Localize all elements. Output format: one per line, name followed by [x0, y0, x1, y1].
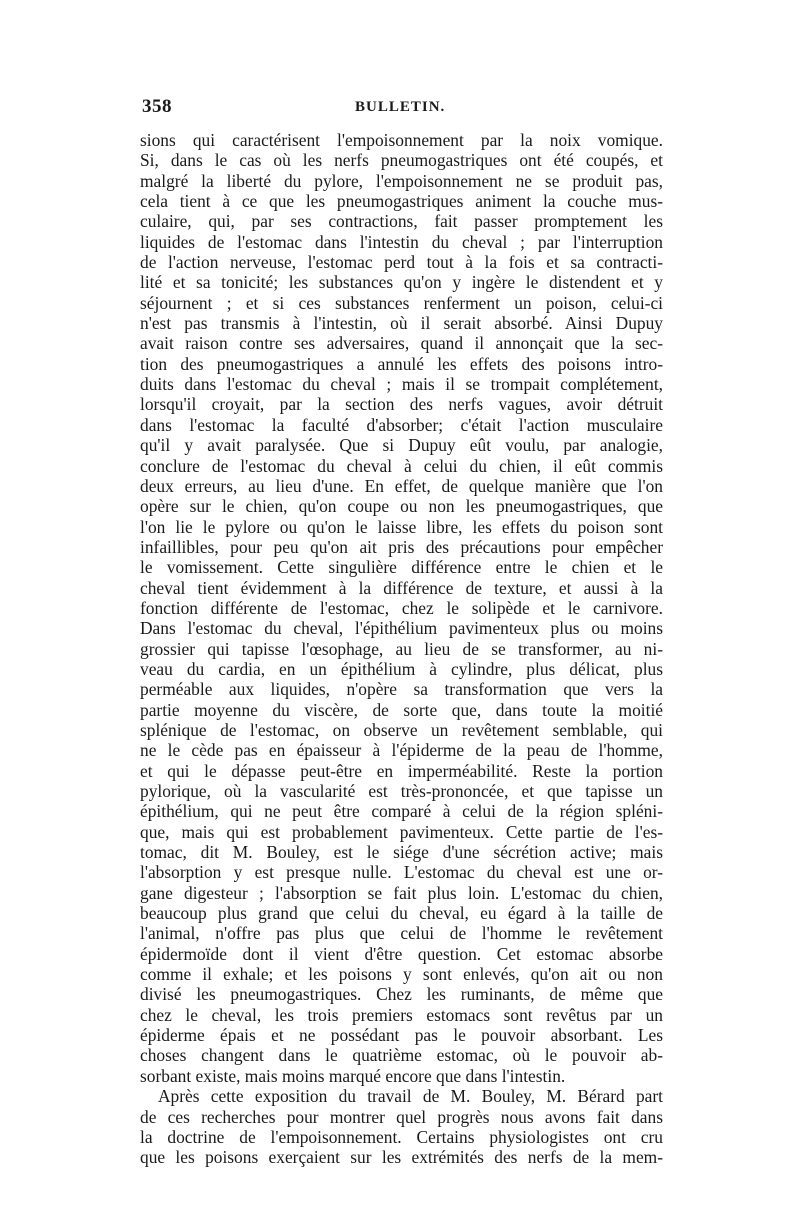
text-line: deux erreurs, au lieu d'une. En effet, de quelque manière que l'on — [140, 475, 663, 496]
text-line: cela tient à ce que les pneumogastriques animent la couche mus- — [140, 191, 663, 212]
text-line: sorbant existe, mais moins marqué encore que dans l'intestin. — [140, 1065, 566, 1086]
text-line: Dans l'estomac du cheval, l'épithélium pavimenteux plus ou moins — [140, 618, 663, 639]
text-line: Après cette exposition du travail de M. Bouley, M. Bérard part — [158, 1086, 663, 1107]
text-line: Si, dans le cas où les nerfs pneumogastriques ont été coupés, et — [140, 150, 663, 171]
text-line: tion des pneumogastriques a annulé les effets des poisons intro- — [140, 353, 663, 374]
text-line: choses changent dans le quatrième estomac, où le pouvoir ab- — [140, 1045, 663, 1066]
text-line: infaillibles, pour peu qu'on ait pris des précautions pour empêcher — [140, 536, 663, 557]
text-line: le vomissement. Cette singulière différence entre le chien et le — [140, 557, 663, 578]
text-line: de ces recherches pour montrer quel progrès nous avons fait dans — [140, 1106, 663, 1127]
text-line: qu'il y avait paralysée. Que si Dupuy eût voulu, par analogie, — [140, 435, 663, 456]
text-line: tomac, dit M. Bouley, est le siége d'une sécrétion active; mais — [140, 842, 663, 863]
text-line: que les poisons exerçaient sur les extrémités des nerfs de la mem- — [140, 1147, 663, 1168]
text-line: sions qui caractérisent l'empoisonnement par la noix vomique. — [140, 130, 663, 150]
text-line: la doctrine de l'empoisonnement. Certains physiologistes ont cru — [140, 1126, 663, 1147]
text-line: duits dans l'estomac du cheval ; mais il se trompait complétement, — [140, 374, 663, 395]
text-line: cheval tient évidemment à la différence de texture, et aussi à la — [140, 577, 663, 598]
text-line: fonction différente de l'estomac, chez le solipède et le carnivore. — [140, 597, 663, 618]
text-line: lité et sa tonicité; les substances qu'on y ingère le distendent et y — [140, 272, 663, 293]
text-line: pylorique, où la vascularité est très-prononcée, et que tapisse un — [140, 781, 663, 801]
text-line: divisé les pneumogastriques. Chez les ruminants, de même que — [140, 984, 663, 1005]
text-line: liquides de l'estomac dans l'intestin du cheval ; par l'interruption — [140, 231, 663, 252]
text-line: l'animal, n'offre pas plus que celui de l'homme le revêtement — [140, 923, 663, 944]
text-line: séjournent ; et si ces substances renferment un poison, celui-ci — [140, 292, 663, 313]
text-line: gane digesteur ; l'absorption se fait plus loin. L'estomac du chien, — [140, 882, 663, 903]
text-line: l'on lie le pylore ou qu'on le laisse libre, les effets du poison sont — [140, 516, 663, 537]
text-line: de l'action nerveuse, l'estomac perd tout à la fois et sa contracti- — [140, 252, 663, 273]
page-header — [142, 96, 662, 120]
text-line: chez le cheval, les trois premiers estomacs sont revêtus par un — [140, 1004, 663, 1025]
body-text — [140, 130, 663, 1168]
text-line: beaucoup plus grand que celui du cheval, eu égard à la taille de — [140, 903, 663, 924]
text-line: lorsqu'il croyait, par la section des nerfs vagues, avoir détruit — [140, 394, 663, 415]
text-line: veau du cardia, en un épithélium à cylindre, plus délicat, plus — [140, 658, 663, 679]
text-line: culaire, qui, par ses contractions, fait passer promptement les — [140, 211, 663, 232]
text-line: et qui le dépasse peut-être en imperméabilité. Reste la portion — [140, 760, 663, 781]
text-line: l'absorption y est presque nulle. L'estomac du cheval est une or- — [140, 862, 663, 883]
text-line: dans l'estomac la faculté d'absorber; c'était l'action musculaire — [140, 414, 663, 435]
text-line: n'est pas transmis à l'intestin, où il serait absorbé. Ainsi Dupuy — [140, 313, 663, 334]
text-line: épithélium, qui ne peut être comparé à celui de la région spléni- — [140, 801, 663, 822]
text-line: ne le cède pas en épaisseur à l'épiderme de la peau de l'homme, — [140, 740, 663, 761]
text-line: grossier qui tapisse l'œsophage, au lieu de se transformer, au ni- — [140, 638, 663, 659]
text-line: splénique de l'estomac, on observe un revêtement semblable, qui — [140, 719, 663, 740]
text-line: épidermoïde dont il vient d'être question. Cet estomac absorbe — [140, 943, 663, 964]
text-line: opère sur le chien, qu'on coupe ou non les pneumogastriques, que — [140, 496, 663, 517]
text-line: partie moyenne du viscère, de sorte que, dans toute la moitié — [140, 699, 663, 720]
page-number: 358 — [142, 96, 172, 117]
text-line: comme il exhale; et les poisons y sont enlevés, qu'on ait ou non — [140, 964, 663, 985]
text-line: épiderme épais et ne possédant pas le pouvoir absorbant. Les — [140, 1025, 663, 1046]
text-line: conclure de l'estomac du cheval à celui du chien, il eût commis — [140, 455, 663, 476]
text-line: avait raison contre ses adversaires, quand il annonçait que la sec- — [140, 333, 663, 354]
text-line: perméable aux liquides, n'opère sa transformation que vers la — [140, 679, 663, 700]
text-line: malgré la liberté du pylore, l'empoisonnement ne se produit pas, — [140, 170, 663, 191]
text-line: que, mais qui est probablement pavimenteux. Cette partie de l'es- — [140, 821, 663, 842]
running-head: BULLETIN. — [355, 99, 446, 115]
